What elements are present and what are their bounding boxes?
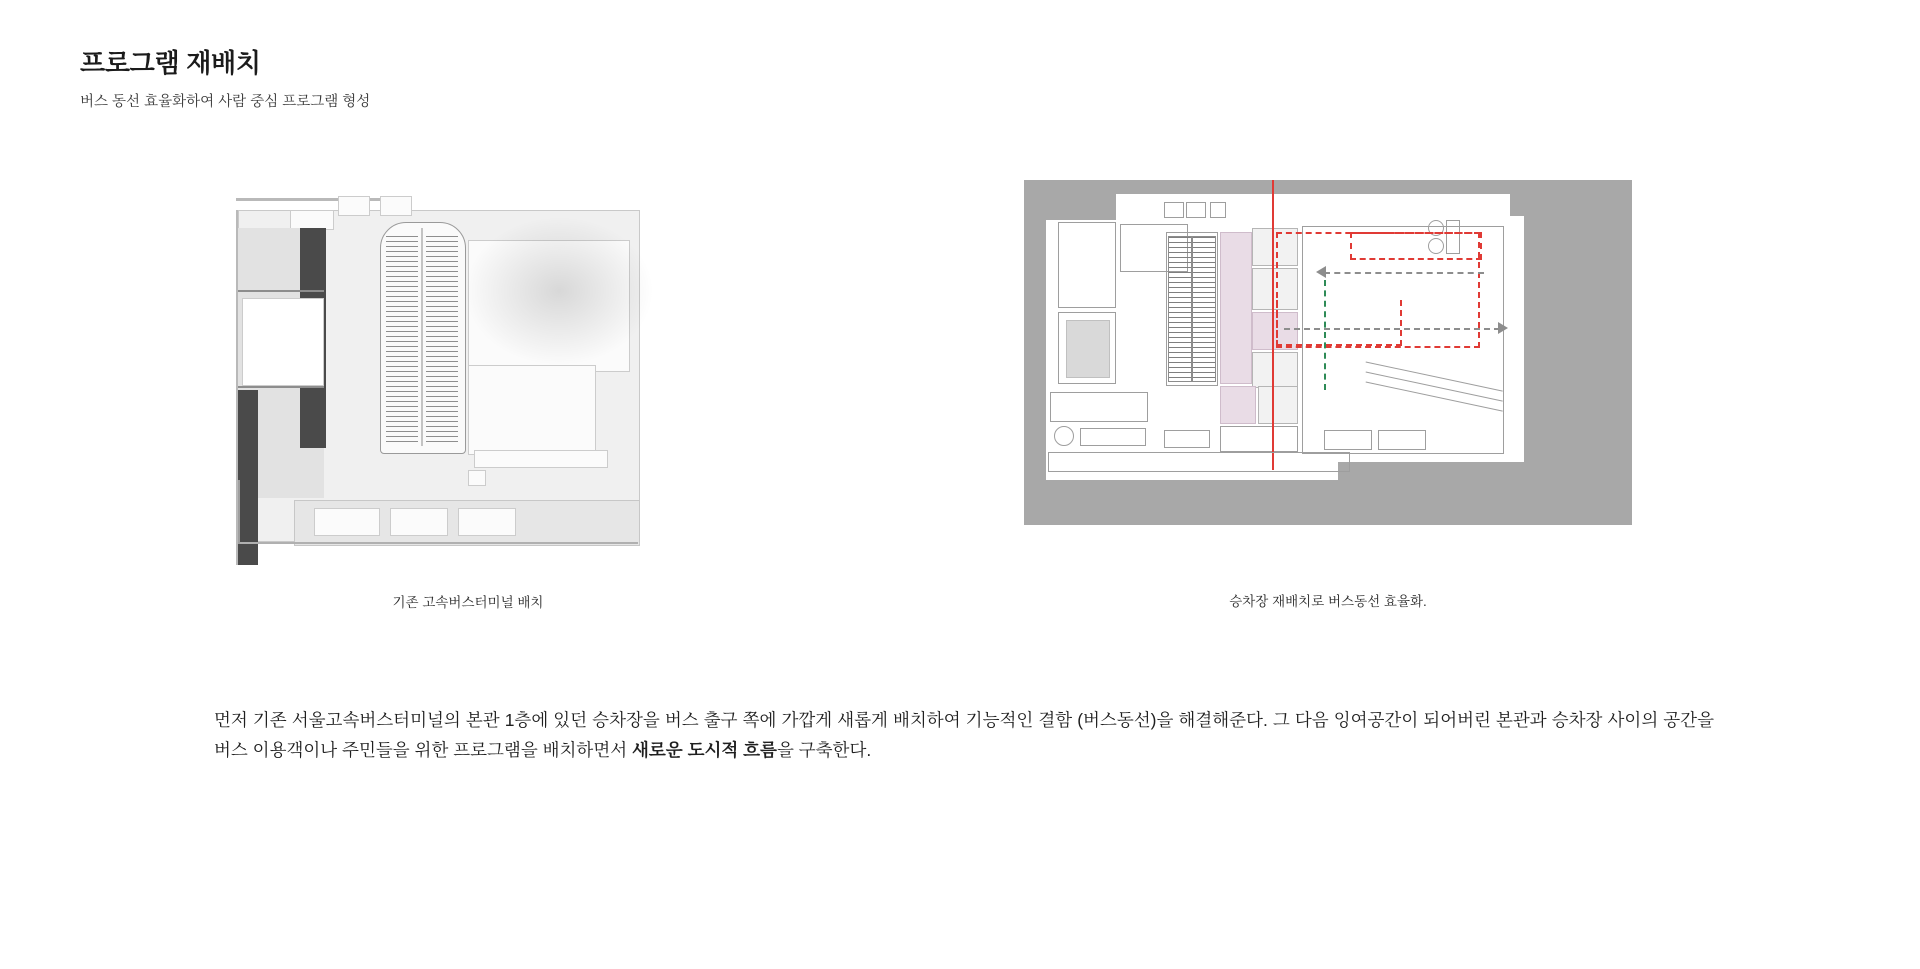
red-axis-line [1272,180,1274,470]
figure-existing-terminal [228,180,708,612]
page-subtitle: 버스 동선 효율화하여 사람 중심 프로그램 형성 [80,94,371,111]
plan-roundabout [1054,426,1074,446]
page-title: 프로그램 재배치 [80,48,261,78]
program-block [1220,386,1256,424]
plan-room [1164,202,1184,218]
plan-building [1050,392,1148,422]
roof-box [290,210,334,230]
left-mass-side [238,390,258,565]
plan-mass [1024,220,1046,480]
main-building-outline [1166,232,1218,386]
road-slot [314,508,380,536]
diagram-line [238,386,324,388]
plan-mass [1024,180,1116,220]
lower-bar [474,450,608,468]
figure-caption-left: 기존 고속버스터미널 배치 [392,595,544,610]
diagram-line [238,290,324,292]
bus-route-loop-inner [1350,232,1482,260]
program-block [1220,232,1252,384]
roof-box [338,196,370,216]
program-block [1252,352,1298,388]
tower-fins-left [386,236,418,442]
paragraph-part-1: 먼저 기존 서울고속버스터미널의 본관 1층에 있던 승차장을 버스 출구 쪽에 가깝게 새롭게 배치하여 기능적인 결함 (버스동선)을 해결해준다. 그 다음 잉여공간이 되어버린 본관과 승차장 사이의 공간을 버스 이용객이나 주민들을 위한 프로그램을 배치하면서 [214,710,1714,761]
flow-arrow-out [1284,328,1500,330]
diagram-shadow [464,216,654,366]
header [80,48,980,112]
bottom-road [1048,452,1350,472]
tower-fins-right [426,236,458,442]
body-paragraph [214,705,1714,765]
plan-mass [1024,480,1632,525]
parking-slot [1378,430,1426,450]
plan-building [1058,222,1116,308]
program-block [1220,426,1298,452]
plan-building-fill [1066,320,1110,378]
parking-slot [1324,430,1372,450]
flow-arrow-in [1324,272,1484,274]
road-slot [390,508,448,536]
diagram-line [238,542,638,544]
program-block [1258,386,1298,424]
parking-slot [1164,430,1210,448]
paragraph-part-2: 을 구축한다. [776,740,872,761]
upper-slab-2 [468,365,596,455]
road-slot [458,508,516,536]
plan-building [1080,428,1146,446]
arrow-head-right-icon [1498,322,1508,334]
roof-box [380,196,412,216]
bus-route-loop-lower [1276,300,1402,346]
existing-terminal-diagram [228,180,708,570]
lower-bar-cap [468,470,486,486]
plan-mass [1524,216,1632,516]
diagram-line [238,480,240,544]
arrow-head-left-icon [1316,266,1326,278]
plan-room [1186,202,1206,218]
green-axis-line [1324,280,1326,390]
diagram-line [236,198,396,201]
figure-caption-right: 승차장 재배치로 버스동선 효율화. [1229,594,1427,609]
left-mass-face [242,298,324,386]
reorganized-plan-diagram [1024,180,1632,525]
plan-mass [1510,180,1632,216]
plan-room [1210,202,1226,218]
tower-center-line [421,228,423,446]
figure-row [0,180,1920,640]
paragraph-emphasis: 새로운 도시적 흐름 [632,740,777,761]
figure-reorganized-plan [1024,180,1632,611]
